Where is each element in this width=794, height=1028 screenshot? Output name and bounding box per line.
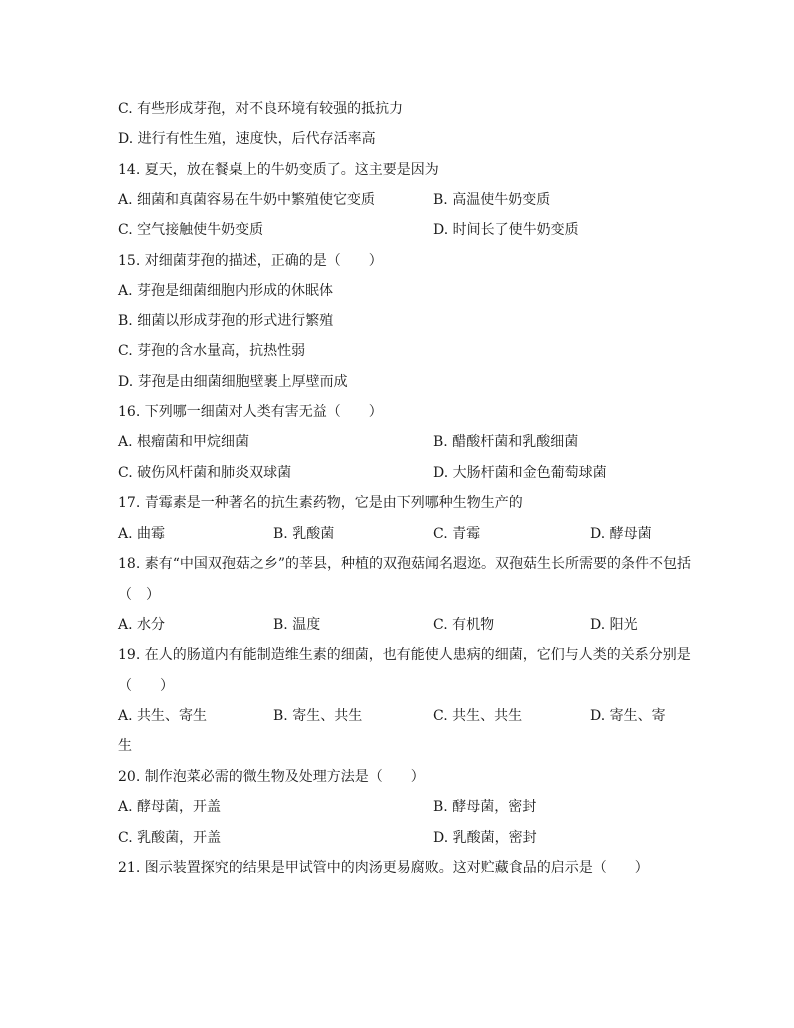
q15-stem: 15. 对细菌芽孢的描述，正确的是（ ） xyxy=(118,253,383,269)
q14-option-d: D. 时间长了使牛奶变质 xyxy=(433,222,579,238)
q15-option-a: A. 芽孢是细菌细胞内形成的休眠体 xyxy=(118,283,334,299)
q14-option-b: B. 高温使牛奶变质 xyxy=(433,192,551,208)
q17-option-b: B. 乳酸菌 xyxy=(273,526,335,542)
q16-stem: 16. 下列哪一细菌对人类有害无益（ ） xyxy=(118,404,383,420)
q18-stem: 18. 素有“中国双孢菇之乡”的莘县，种植的双孢菇闻名遐迩。双孢菇生长所需要的条件不包括 xyxy=(118,556,692,572)
q19-paren: （ ） xyxy=(118,678,174,694)
q18-option-d: D. 阳光 xyxy=(590,617,638,633)
q14-option-a: A. 细菌和真菌容易在牛奶中繁殖使它变质 xyxy=(118,192,376,208)
q18-option-c: C. 有机物 xyxy=(433,617,495,633)
q16-option-d: D. 大肠杆菌和金色葡萄球菌 xyxy=(433,465,607,481)
q21-stem: 21. 图示装置探究的结果是甲试管中的肉汤更易腐败。这对贮藏食品的启示是（ ） xyxy=(118,860,649,876)
q15-option-b: B. 细菌以形成芽孢的形式进行繁殖 xyxy=(118,313,334,329)
q19-option-d: D. 寄生、寄 xyxy=(590,708,666,724)
q19-option-d-wrap: 生 xyxy=(118,738,132,754)
q16-option-b: B. 醋酸杆菌和乳酸细菌 xyxy=(433,434,579,450)
q18-option-a: A. 水分 xyxy=(118,617,166,633)
q19-stem: 19. 在人的肠道内有能制造维生素的细菌，也有能使人患病的细菌，它们与人类的关系分别是 xyxy=(118,647,691,663)
q16-option-a: A. 根瘤菌和甲烷细菌 xyxy=(118,434,250,450)
q19-option-b: B. 寄生、共生 xyxy=(273,708,363,724)
q14-option-c: C. 空气接触使牛奶变质 xyxy=(118,222,264,238)
q20-stem: 20. 制作泡菜必需的微生物及处理方法是（ ） xyxy=(118,769,425,785)
q19-option-a: A. 共生、寄生 xyxy=(118,708,208,724)
q17-option-a: A. 曲霉 xyxy=(118,526,166,542)
q15-option-d: D. 芽孢是由细菌细胞壁裹上厚壁而成 xyxy=(118,374,348,390)
q13-option-d: D. 进行有性生殖，速度快，后代存活率高 xyxy=(118,131,376,147)
q13-option-c: C. 有些形成芽孢，对不良环境有较强的抵抗力 xyxy=(118,101,404,117)
q18-option-b: B. 温度 xyxy=(273,617,321,633)
q14-stem: 14. 夏天，放在餐桌上的牛奶变质了。这主要是因为 xyxy=(118,162,439,178)
q20-option-c: C. 乳酸菌，开盖 xyxy=(118,830,222,846)
q15-option-c: C. 芽孢的含水量高，抗热性弱 xyxy=(118,343,306,359)
q20-option-b: B. 酵母菌，密封 xyxy=(433,799,537,815)
q20-option-a: A. 酵母菌，开盖 xyxy=(118,799,222,815)
q17-stem: 17. 青霉素是一种著名的抗生素药物，它是由下列哪种生物生产的 xyxy=(118,495,523,511)
q19-option-c: C. 共生、共生 xyxy=(433,708,523,724)
q17-option-d: D. 酵母菌 xyxy=(590,526,652,542)
q16-option-c: C. 破伤风杆菌和肺炎双球菌 xyxy=(118,465,292,481)
q20-option-d: D. 乳酸菌，密封 xyxy=(433,830,537,846)
q18-paren: （ ） xyxy=(118,587,160,603)
q17-option-c: C. 青霉 xyxy=(433,526,481,542)
